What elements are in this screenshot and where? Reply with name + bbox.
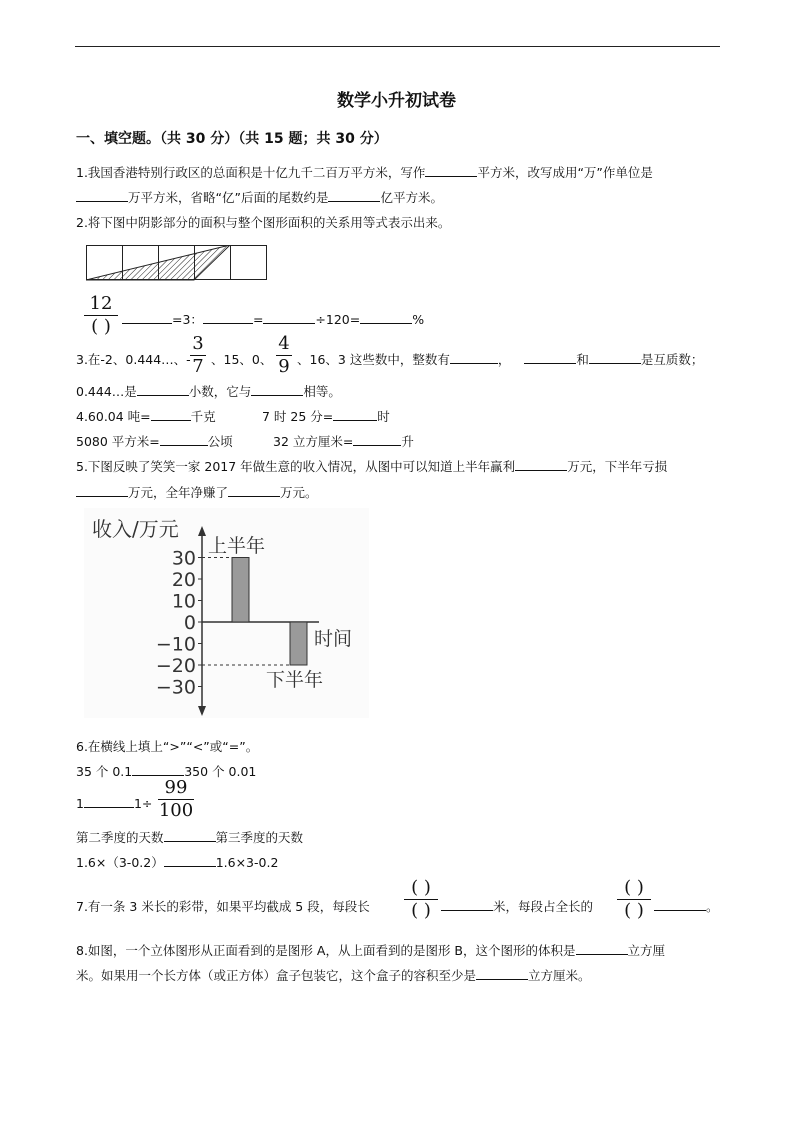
q5-text: 万元，下半年亏损 xyxy=(567,459,668,474)
q4-text: 公顷 xyxy=(207,434,233,449)
q4-item-a xyxy=(76,407,216,425)
category-label: 下半年 xyxy=(266,669,324,691)
q6-text: 第三季度的天数 xyxy=(215,830,304,845)
q3-text: 小数，它与 xyxy=(188,384,252,399)
answer-blank[interactable] xyxy=(160,433,208,446)
answer-blank[interactable] xyxy=(203,311,253,324)
q6-text: 1.6×3-0.2 xyxy=(215,855,279,870)
q6-row3 xyxy=(76,828,303,846)
q5-text: 万元。 xyxy=(280,485,318,500)
q2-text: 2.将下图中阴影部分的面积与整个图形面积的关系用等式表示出来。 xyxy=(76,215,451,230)
y-tick-label: 10 xyxy=(171,590,196,613)
q3-text-b: 、15、0、 xyxy=(211,352,273,367)
answer-blank[interactable] xyxy=(76,189,128,202)
fraction-denominator: 9 xyxy=(278,356,290,377)
fraction-denominator: ( ) xyxy=(411,900,431,921)
income-bar-chart xyxy=(84,508,369,718)
q7-fraction-1 xyxy=(404,879,438,920)
q5-line1 xyxy=(76,457,667,475)
q6-text: 第二季度的天数 xyxy=(76,830,164,845)
q3-text: 0.444…是 xyxy=(76,384,137,399)
answer-blank[interactable] xyxy=(122,311,172,324)
q4-text: 千克 xyxy=(190,409,216,424)
answer-blank[interactable] xyxy=(151,408,191,421)
q7-text: 。 xyxy=(706,899,719,914)
category-label: 上半年 xyxy=(208,535,266,557)
q1-text: 1.我国香港特别行政区的总面积是十亿九千二百万平方米，写作 xyxy=(76,165,426,180)
q8-line1 xyxy=(76,941,665,959)
fraction-numerator: 4 xyxy=(278,333,290,354)
y-tick-label: −20 xyxy=(155,655,196,677)
x-axis-label: 时间 xyxy=(314,628,353,650)
q7-fraction-2 xyxy=(617,879,651,920)
y-tick-label: 0 xyxy=(183,612,196,634)
q2-equation xyxy=(122,310,424,328)
q3-text-a: 3.在-2、0.444…、- xyxy=(76,352,191,367)
q6-text: 35 个 0.1 xyxy=(76,764,133,779)
answer-blank[interactable] xyxy=(328,189,380,202)
q4-text: 时 xyxy=(377,409,390,424)
answer-blank[interactable] xyxy=(76,484,128,497)
q7-middle xyxy=(441,897,593,915)
answer-blank[interactable] xyxy=(137,383,189,396)
answer-blank[interactable] xyxy=(476,967,528,980)
y-tick-label: 30 xyxy=(171,547,196,570)
q3-text: ， xyxy=(497,352,511,367)
answer-blank[interactable] xyxy=(333,408,377,421)
q4-text: 4.60.04 吨= xyxy=(76,409,151,424)
answer-blank[interactable] xyxy=(263,311,315,324)
answer-blank[interactable] xyxy=(353,433,401,446)
q8-text: 立方厘 xyxy=(627,943,666,958)
answer-blank[interactable] xyxy=(132,763,184,776)
y-tick-label: −10 xyxy=(155,633,196,656)
q3-text: 和 xyxy=(576,352,589,367)
answer-blank[interactable] xyxy=(524,351,576,364)
q4-text: 32 立方厘米= xyxy=(273,434,354,449)
q8-text: 8.如图，一个立体图形从正面看到的是图形 A，从上面看到的是图形 B，这个图形的体积是 xyxy=(76,943,576,958)
q4-item-d xyxy=(273,432,414,450)
fraction-denominator: ( ) xyxy=(91,316,111,337)
answer-blank[interactable] xyxy=(251,383,303,396)
q4-item-b xyxy=(262,407,390,425)
answer-blank[interactable] xyxy=(228,484,280,497)
q1-line2 xyxy=(76,188,443,206)
answer-blank[interactable] xyxy=(450,351,498,364)
fraction-denominator: 7 xyxy=(192,356,204,377)
answer-blank[interactable] xyxy=(589,351,641,364)
fraction-numerator: 99 xyxy=(164,777,188,798)
answer-blank[interactable] xyxy=(360,311,412,324)
q4-text: 7 时 25 分= xyxy=(262,409,334,424)
q6-text: 350 个 0.01 xyxy=(184,764,257,779)
q5-line2 xyxy=(76,483,318,501)
q1-line1 xyxy=(76,163,653,181)
fraction-denominator: ( ) xyxy=(624,900,644,921)
answer-blank[interactable] xyxy=(84,795,134,808)
q7-text-a: 7.有一条 3 米长的彩带，如果平均截成 5 段，每段长 xyxy=(76,899,370,914)
fraction-numerator: 3 xyxy=(192,333,204,354)
q8-text: 立方厘米。 xyxy=(528,968,591,983)
q3-fraction-1 xyxy=(190,335,206,376)
answer-blank[interactable] xyxy=(425,164,477,177)
shaded-strip-figure xyxy=(86,245,268,281)
q2-text: =3： xyxy=(172,312,203,327)
answer-blank[interactable] xyxy=(164,854,216,867)
header-rule xyxy=(75,46,720,47)
fraction-numerator: ( ) xyxy=(411,877,431,898)
q8-text: 米。如果用一个长方体（或正方体）盒子包装它，这个盒子的容积至少是 xyxy=(76,968,477,983)
q6-fraction xyxy=(158,779,194,820)
q6-text: 1.6×（3-0.2） xyxy=(76,855,164,870)
q3-line2 xyxy=(76,382,341,400)
q6-row4 xyxy=(76,853,278,871)
q1-text: 亿平方米。 xyxy=(380,190,443,205)
fraction-numerator: ( ) xyxy=(624,877,644,898)
q2-fraction xyxy=(84,295,118,336)
q1-text: 平方米，改写成用“万”作单位是 xyxy=(477,165,653,180)
q6-text: 1÷ xyxy=(133,796,153,811)
q4-text: 升 xyxy=(401,434,414,449)
answer-blank[interactable] xyxy=(164,829,216,842)
q8-line2 xyxy=(76,966,591,984)
answer-blank[interactable] xyxy=(441,898,493,911)
q6-text: 1 xyxy=(76,796,84,811)
q3-line1-rest xyxy=(297,350,703,368)
y-tick-label: 20 xyxy=(171,569,196,591)
y-axis-label: 收入/万元 xyxy=(92,517,179,541)
section-heading: 一、填空题。（共 30 分）（共 15 题；共 30 分） xyxy=(76,131,388,147)
q4-text: 5080 平方米= xyxy=(76,434,160,449)
q6-intro: 6.在横线上填上“>”“<”或“=”。 xyxy=(76,739,259,754)
bar-1 xyxy=(232,558,249,623)
answer-blank[interactable] xyxy=(515,458,567,471)
q5-text: 万元，全年净赚了 xyxy=(128,485,229,500)
answer-blank[interactable] xyxy=(654,898,706,911)
q3-text: 是互质数； xyxy=(640,352,704,367)
bar-2 xyxy=(290,622,307,665)
q7-text: 米，每段占全长的 xyxy=(493,899,594,914)
q2-text: = xyxy=(252,312,264,327)
q5-text: 5.下图反映了笑笑一家 2017 年做生意的收入情况，从图中可以知道上半年赢利 xyxy=(76,459,516,474)
q1-text: 万平方米，省略“亿”后面的尾数约是 xyxy=(128,190,329,205)
answer-blank[interactable] xyxy=(576,942,628,955)
q3-fraction-2 xyxy=(276,335,292,376)
page-title: 数学小升初试卷 xyxy=(337,91,456,111)
fraction-numerator: 12 xyxy=(89,293,113,314)
q3-text: 、16、3 这些数中，整数有 xyxy=(297,352,450,367)
fraction-denominator: 100 xyxy=(158,800,194,821)
q2-text: ÷120= xyxy=(315,312,361,327)
q4-item-c xyxy=(76,432,233,450)
q6-row2 xyxy=(76,795,152,811)
q2-text: % xyxy=(412,312,425,327)
q7-end xyxy=(654,897,719,915)
y-tick-label: −30 xyxy=(155,676,196,699)
q3-text: 相等。 xyxy=(303,384,341,399)
